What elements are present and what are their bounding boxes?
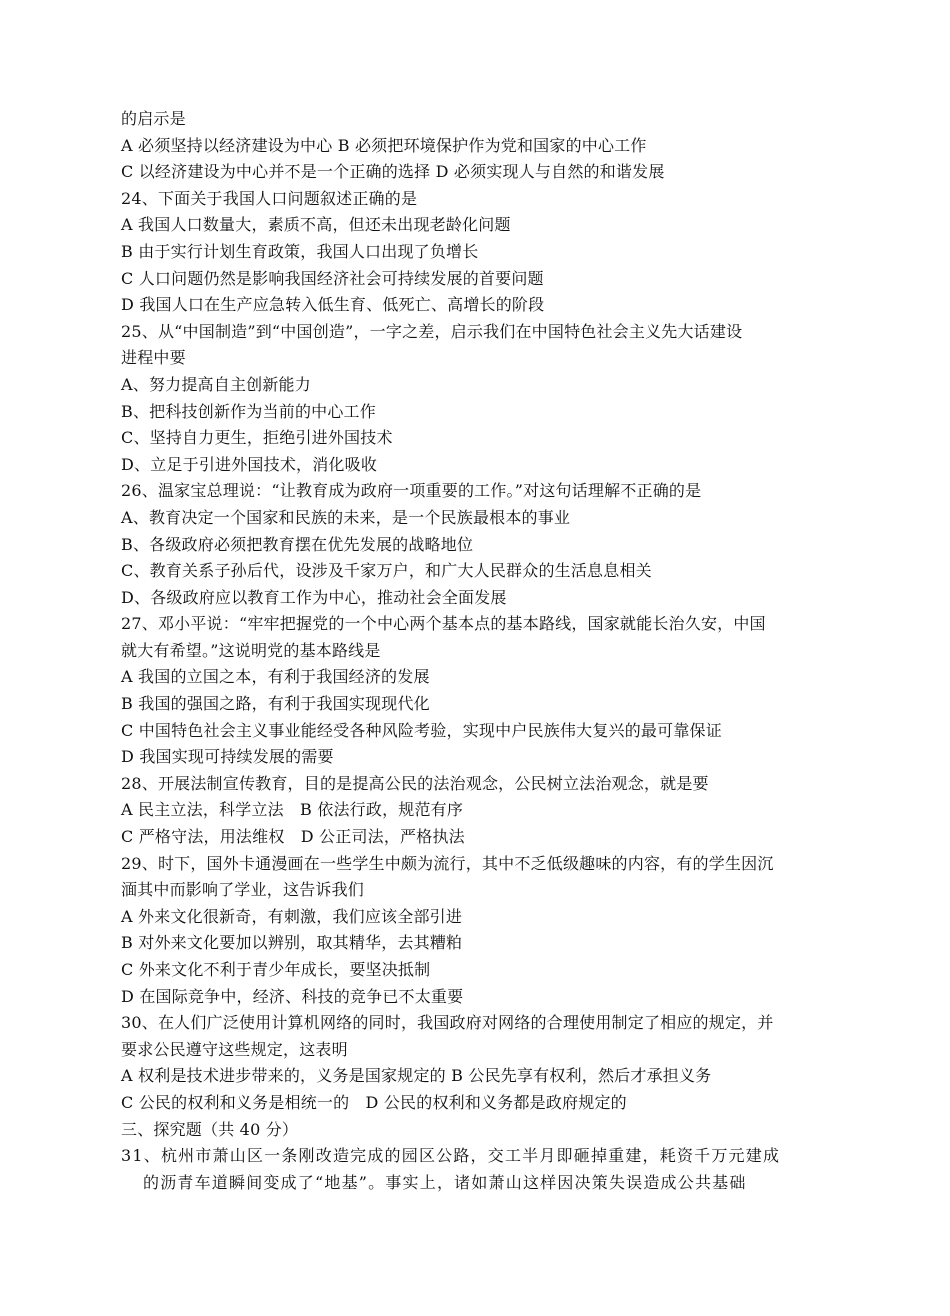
question-24: 24、下面关于我国人口问题叙述正确的是 bbox=[121, 188, 418, 208]
answer-option: C 中国特色社会主义事业能经受各种风险考验，实现中户民族伟大复兴的最可靠保证 bbox=[121, 720, 722, 740]
answer-option: B、把科技创新作为当前的中心工作 bbox=[121, 401, 376, 421]
answer-option: D、各级政府应以教育工作为中心，推动社会全面发展 bbox=[121, 587, 507, 607]
question-25-cont: 进程中要 bbox=[121, 348, 186, 368]
answer-option: A 我国的立国之本，有利于我国经济的发展 bbox=[121, 667, 430, 687]
answer-option: B 对外来文化要加以辨别，取其精华，去其糟粕 bbox=[121, 933, 463, 953]
answer-option: D 在国际竞争中，经济、科技的竞争已不太重要 bbox=[121, 986, 464, 1006]
question-26: 26、温家宝总理说：“让教育成为政府一项重要的工作。”对这句话理解不正确的是 bbox=[121, 481, 702, 501]
answer-option: A 我国人口数量大，素质不高，但还未出现老龄化问题 bbox=[121, 215, 511, 235]
answer-option: D、立足于引进外国技术，消化吸收 bbox=[121, 454, 378, 474]
answer-option: C 外来文化不利于青少年成长，要坚决抵制 bbox=[121, 960, 431, 979]
question-25: 25、从“中国制造”到“中国创造”，一字之差，启示我们在中国特色社会主义先大话建设 bbox=[121, 321, 743, 341]
question-28: 28、开展法制宣传教育，目的是提高公民的法治观念，公民树立法治观念，就是要 bbox=[121, 773, 709, 793]
answer-option: A、教育决定一个国家和民族的未来，是一个民族最根本的事业 bbox=[121, 507, 571, 527]
question-29-cont: 湎其中而影响了学业，这告诉我们 bbox=[121, 880, 365, 900]
question-31: 31、杭州市萧山区一条刚改造完成的园区公路，交工半月即砸掉重建，耗资千万元建成 bbox=[121, 1146, 781, 1166]
question-29: 29、时下，国外卡通漫画在一些学生中颇为流行，其中不乏低级趣味的内容，有的学生因沉 bbox=[121, 853, 774, 873]
question-30-cont: 要求公民遵守这些规定，这表明 bbox=[121, 1039, 348, 1059]
answer-option: B 我国的强国之路，有利于我国实现现代化 bbox=[121, 694, 430, 714]
text-line: 的启示是 bbox=[121, 109, 186, 128]
answer-option: D 我国人口在生产应急转入低生育、低死亡、高增长的阶段 bbox=[121, 295, 545, 315]
answer-option: A 外来文化很新奇，有刺激，我们应该全部引进 bbox=[121, 906, 463, 926]
answer-option: A 必须坚持以经济建设为中心 B 必须把环境保护作为党和国家的中心工作 bbox=[121, 135, 647, 155]
answer-option: C、教育关系子孙后代，设涉及千家万户，和广大人民群众的生活息息相关 bbox=[121, 561, 652, 581]
answer-option: C 人口问题仍然是影响我国经济社会可持续发展的首要问题 bbox=[121, 268, 544, 288]
answer-option: C 以经济建设为中心并不是一个正确的选择 D 必须实现人与自然的和谐发展 bbox=[121, 162, 665, 182]
document-body bbox=[121, 106, 841, 1196]
answer-option: C 严格守法，用法维权 D 公正司法，严格执法 bbox=[121, 827, 465, 847]
answer-option: A、努力提高自主创新能力 bbox=[121, 374, 311, 394]
answer-option: B 由于实行计划生育政策，我国人口出现了负增长 bbox=[121, 241, 479, 261]
answer-option: B、各级政府必须把教育摆在优先发展的战略地位 bbox=[121, 534, 474, 554]
question-27-cont: 就大有希望。”这说明党的基本路线是 bbox=[121, 640, 381, 660]
question-27: 27、邓小平说：“牢牢把握党的一个中心两个基本点的基本路线，国家就能长治久安，中国 bbox=[121, 614, 766, 634]
answer-option: C、坚持自力更生，拒绝引进外国技术 bbox=[121, 428, 393, 448]
answer-option: A 民主立法，科学立法 B 依法行政，规范有序 bbox=[121, 800, 464, 820]
question-31-cont: 的沥青车道瞬间变成了“地基”。事实上，诸如萧山这样因决策失误造成公共基础 bbox=[143, 1172, 747, 1192]
section-heading: 三、探究题（共 40 分） bbox=[121, 1119, 299, 1139]
answer-option: C 公民的权利和义务是相统一的 D 公民的权利和义务都是政府规定的 bbox=[121, 1092, 627, 1112]
answer-option: D 我国实现可持续发展的需要 bbox=[121, 747, 334, 767]
question-30: 30、在人们广泛使用计算机网络的同时，我国政府对网络的合理使用制定了相应的规定，并 bbox=[121, 1013, 774, 1033]
answer-option: A 权利是技术进步带来的，义务是国家规定的 B 公民先享有权利，然后才承担义务 bbox=[121, 1066, 712, 1086]
